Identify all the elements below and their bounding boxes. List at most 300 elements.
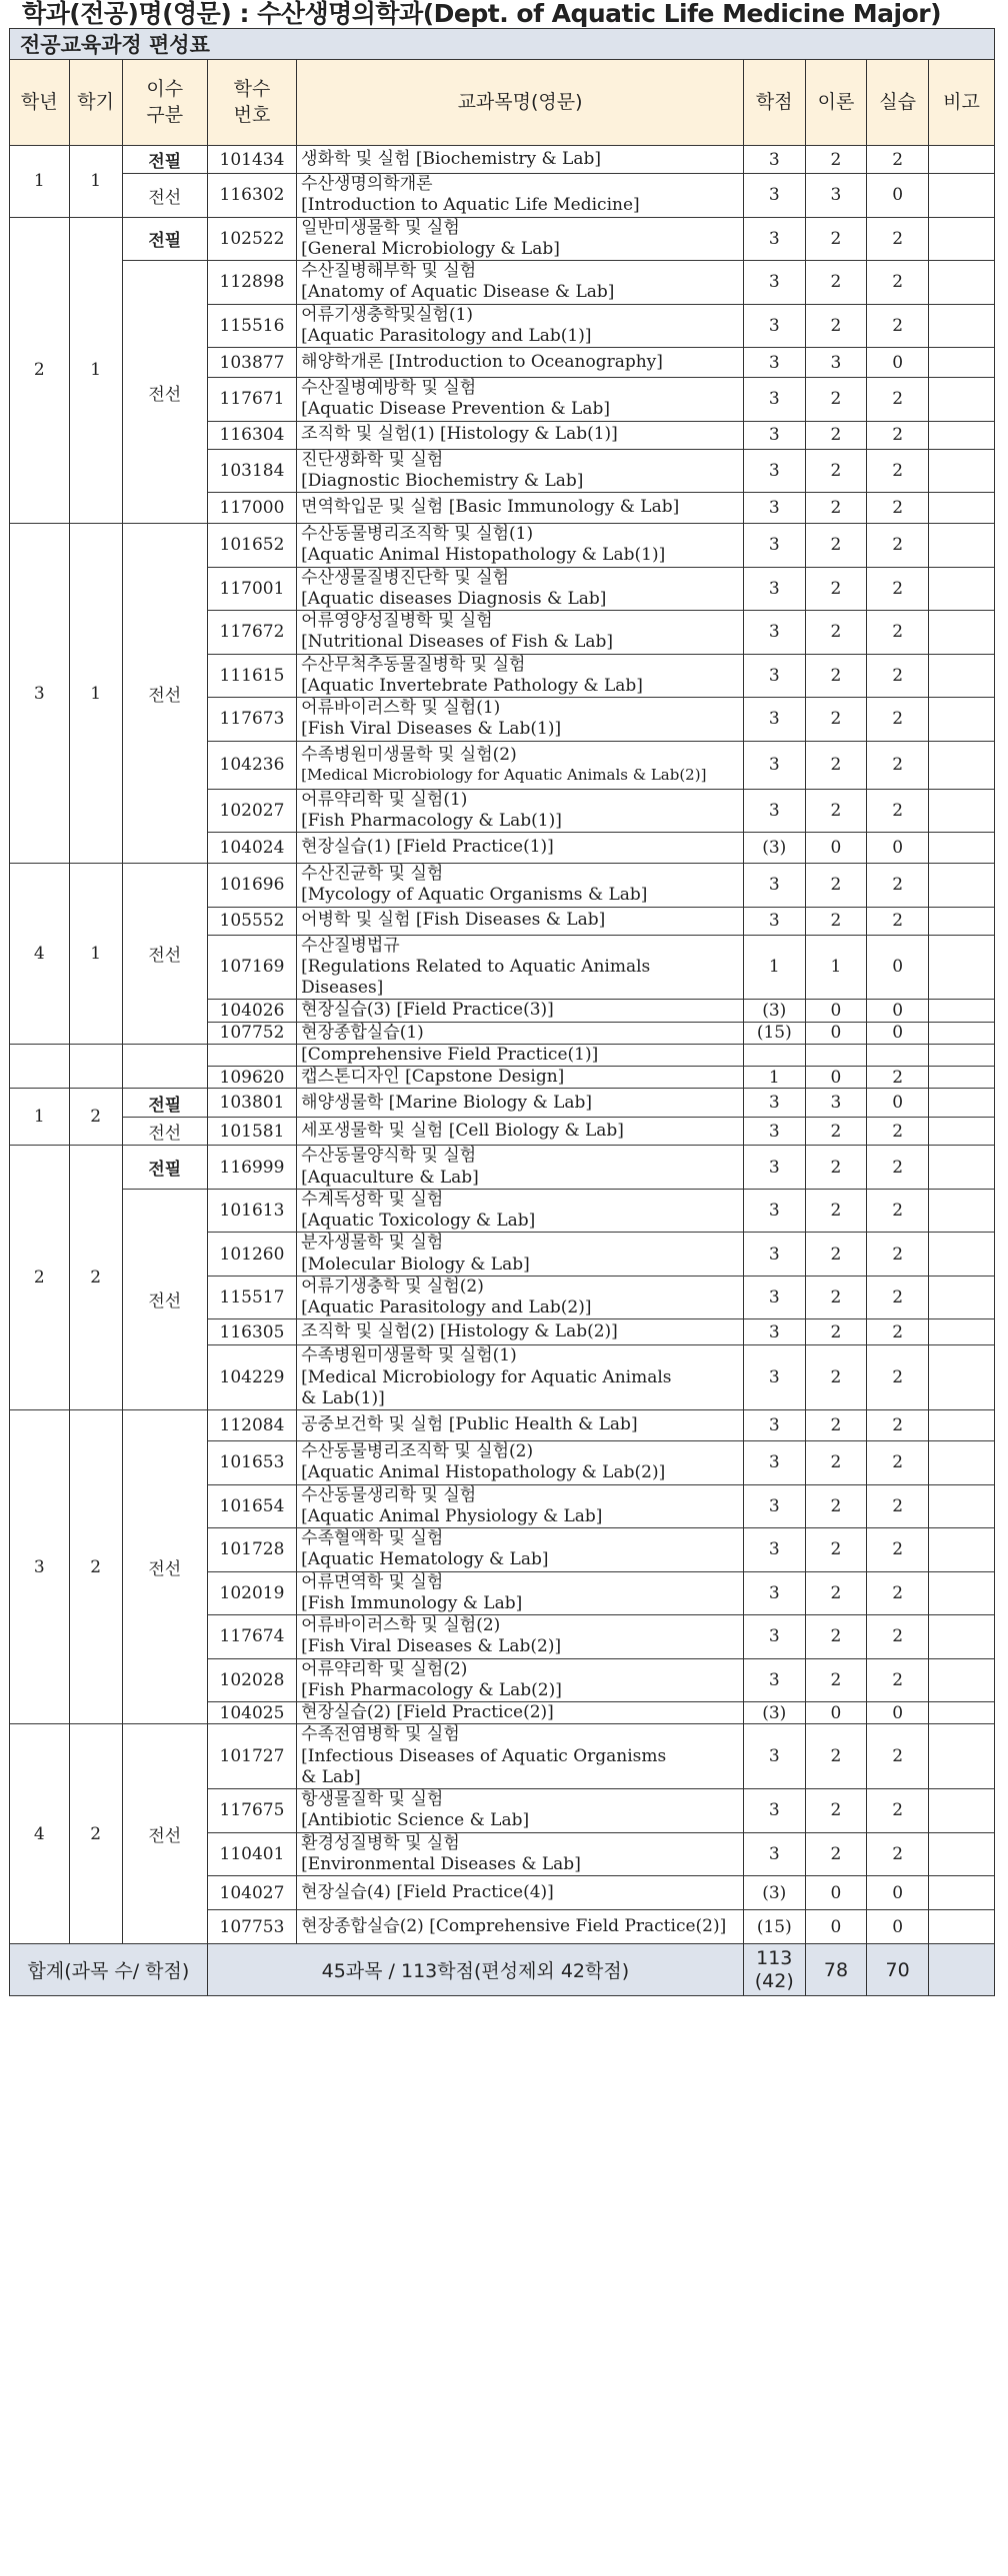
credit-cell: 3 — [743, 174, 805, 218]
theory-cell: 2 — [805, 789, 867, 833]
theory-cell: 2 — [805, 1118, 867, 1146]
course-name-line: & Lab(1)] — [301, 1387, 385, 1408]
course-type-cell: 전선 — [122, 524, 207, 864]
course-name-line: [Antibiotic Science & Lab] — [301, 1810, 530, 1831]
note-cell — [928, 1044, 994, 1066]
course-name-line: 수산무척추동물질병학 및 실험 — [301, 654, 526, 675]
practice-cell: 2 — [867, 146, 929, 174]
course-code-cell: 104236 — [207, 741, 296, 789]
year-cell: 4 — [10, 1724, 70, 1944]
course-name-line: [Fish Pharmacology & Lab(1)] — [301, 810, 562, 831]
credit-cell: 1 — [743, 1067, 805, 1089]
course-name-line: [Comprehensive Field Practice(1)] — [301, 1044, 599, 1065]
year-cell: 3 — [10, 524, 70, 864]
course-type-cell: 전선 — [122, 1724, 207, 1944]
credit-cell: 3 — [743, 1484, 805, 1528]
page-title: 학과(전공)명(영문) : 수산생명의학과(Dept. of Aquatic Life Medicine Major) — [22, 0, 942, 28]
credit-cell: 3 — [743, 348, 805, 378]
total-practice: 70 — [867, 1944, 929, 1996]
practice-cell: 2 — [867, 378, 929, 422]
theory-cell: 2 — [805, 261, 867, 305]
note-cell — [928, 1067, 994, 1089]
course-name-line: 어류바이러스학 및 실험(2) — [301, 1615, 501, 1635]
course-code-cell: 101696 — [207, 864, 296, 908]
course-code-cell: 101727 — [207, 1724, 296, 1789]
table-row — [10, 524, 995, 568]
course-code-cell: 101613 — [207, 1189, 296, 1233]
course-code-cell: 115516 — [207, 304, 296, 348]
course-name-cell — [297, 789, 744, 833]
course-type-cell: 전필 — [122, 1146, 207, 1190]
theory-cell: 0 — [805, 1022, 867, 1044]
course-name-line: [Infectious Diseases of Aquatic Organisms — [301, 1745, 667, 1766]
course-type-cell: 전필 — [122, 146, 207, 174]
course-name-cell — [297, 741, 744, 789]
note-cell — [928, 698, 994, 742]
total-summary: 45과목 / 113학점(편성제외 42학점) — [207, 1944, 743, 1996]
course-code-cell: 105552 — [207, 907, 296, 935]
note-cell — [928, 741, 994, 789]
credit-cell: 3 — [743, 217, 805, 261]
practice-cell: 2 — [867, 611, 929, 655]
course-name-cell — [297, 1615, 744, 1659]
credit-cell: 3 — [743, 146, 805, 174]
theory-cell: 2 — [805, 1658, 867, 1702]
course-code-cell: 104229 — [207, 1345, 296, 1410]
credit-cell: (15) — [743, 1022, 805, 1044]
course-name-line: 수족병원미생물학 및 실험(2) — [301, 745, 517, 765]
course-code-cell: 101581 — [207, 1118, 296, 1146]
course-type-cell: 전선 — [122, 864, 207, 1045]
practice-cell: 2 — [867, 698, 929, 742]
course-name-line: [Fish Pharmacology & Lab(2)] — [301, 1679, 562, 1700]
course-name-line: [Aquatic Toxicology & Lab] — [301, 1211, 536, 1231]
credit-cell: 3 — [743, 378, 805, 422]
practice-cell: 2 — [867, 1724, 929, 1789]
credit-cell: 3 — [743, 449, 805, 493]
credit-cell: 3 — [743, 1189, 805, 1233]
note-cell — [928, 1233, 994, 1277]
theory-cell: 2 — [805, 378, 867, 422]
course-name-line: 현장종합실습(2) [Comprehensive Field Practice(2)] — [301, 1915, 727, 1936]
course-name-line: [Fish Immunology & Lab] — [301, 1592, 523, 1613]
course-name-cell — [297, 1724, 744, 1789]
course-name-line: [Aquatic Parasitology and Lab(2)] — [301, 1297, 592, 1317]
course-name-cell — [297, 935, 744, 1000]
credit-cell: 3 — [743, 524, 805, 568]
course-name-line: 수산진균학 및 실험 — [301, 864, 444, 884]
course-name-line: [Fish Viral Diseases & Lab(2)] — [301, 1636, 562, 1657]
practice-cell: 2 — [867, 1571, 929, 1615]
course-name-line: 캡스톤디자인 [Capstone Design] — [301, 1067, 565, 1087]
credit-cell: 3 — [743, 1276, 805, 1319]
table-row — [10, 1146, 995, 1190]
course-name-cell — [297, 1410, 744, 1441]
practice-cell: 2 — [867, 1658, 929, 1702]
course-name-cell — [297, 348, 744, 378]
credit-cell: 3 — [743, 864, 805, 908]
note-cell — [928, 1441, 994, 1485]
course-name-line: [Anatomy of Aquatic Disease & Lab] — [301, 282, 615, 303]
course-name-line: 수족전염병학 및 실험 — [301, 1724, 460, 1745]
course-code-cell: 112898 — [207, 261, 296, 305]
note-cell — [928, 611, 994, 655]
table-row — [10, 261, 995, 305]
course-code-cell: 117674 — [207, 1615, 296, 1659]
note-cell — [928, 789, 994, 833]
practice-cell: 2 — [867, 524, 929, 568]
course-type-cell: 전선 — [122, 1118, 207, 1146]
note-cell — [928, 1615, 994, 1659]
course-name-line: 현장실습(1) [Field Practice(1)] — [301, 837, 554, 858]
credit-cell: 3 — [743, 567, 805, 611]
table-row — [10, 1118, 995, 1146]
note-cell — [928, 1724, 994, 1789]
year-cell: 1 — [10, 1089, 70, 1146]
theory-cell: 2 — [805, 421, 867, 449]
course-name-cell — [297, 1571, 744, 1615]
course-name-line: [Diagnostic Biochemistry & Lab] — [301, 470, 584, 491]
course-name-line: [Fish Viral Diseases & Lab(1)] — [301, 719, 562, 740]
practice-cell: 2 — [867, 907, 929, 935]
total-theory: 78 — [805, 1944, 867, 1996]
column-header: 학년 — [10, 60, 70, 146]
course-name-cell — [297, 611, 744, 655]
course-name-cell — [297, 493, 744, 524]
course-name-cell — [297, 1276, 744, 1319]
course-code-cell: 110401 — [207, 1832, 296, 1876]
note-cell — [928, 1484, 994, 1528]
course-name-line: 수산생물질병진단학 및 실험 — [301, 567, 510, 588]
course-name-line: 진단생화학 및 실험 — [301, 449, 444, 470]
semester-cell: 2 — [69, 1410, 122, 1724]
practice-cell: 2 — [867, 1441, 929, 1485]
credit-cell: (3) — [743, 1876, 805, 1910]
course-name-line: 수족병원미생물학 및 실험(1) — [301, 1345, 517, 1366]
theory-cell: 2 — [805, 1441, 867, 1485]
course-name-cell — [297, 1319, 744, 1345]
note-cell — [928, 1189, 994, 1233]
course-name-cell — [297, 907, 744, 935]
column-header: 학수 번호 — [207, 60, 296, 146]
column-header: 이론 — [805, 60, 867, 146]
course-name-line: [Nutritional Diseases of Fish & Lab] — [301, 632, 614, 653]
theory-cell: 2 — [805, 449, 867, 493]
course-code-cell: 107752 — [207, 1022, 296, 1044]
course-type-cell: 전선 — [122, 1410, 207, 1724]
course-name-line: [Aquaculture & Lab] — [301, 1167, 479, 1188]
credit-cell: 3 — [743, 1832, 805, 1876]
course-name-line: [Aquatic Animal Histopathology & Lab(2)] — [301, 1462, 666, 1483]
credit-cell: (15) — [743, 1910, 805, 1944]
note-cell — [928, 935, 994, 1000]
course-name-line: 일반미생물학 및 실험 — [301, 217, 460, 238]
course-code-cell: 101653 — [207, 1441, 296, 1485]
course-code-cell: 101260 — [207, 1233, 296, 1277]
course-name-line: 현장실습(4) [Field Practice(4)] — [301, 1881, 554, 1902]
year-cell: 3 — [10, 1410, 70, 1724]
course-code-cell — [207, 1044, 296, 1066]
theory-cell: 2 — [805, 1319, 867, 1345]
course-code-cell: 103184 — [207, 449, 296, 493]
course-code-cell: 116304 — [207, 421, 296, 449]
note-cell — [928, 378, 994, 422]
course-code-cell: 116305 — [207, 1319, 296, 1345]
note-cell — [928, 1571, 994, 1615]
theory-cell: 2 — [805, 654, 867, 698]
practice-cell: 2 — [867, 1345, 929, 1410]
theory-cell: 0 — [805, 1910, 867, 1944]
course-code-cell: 117673 — [207, 698, 296, 742]
theory-cell: 2 — [805, 1345, 867, 1410]
semester-cell: 1 — [69, 217, 122, 524]
course-code-cell: 117672 — [207, 611, 296, 655]
credit-cell: 3 — [743, 421, 805, 449]
year-cell: 1 — [10, 146, 70, 218]
theory-cell: 0 — [805, 833, 867, 864]
course-name-cell — [297, 378, 744, 422]
theory-cell: 2 — [805, 217, 867, 261]
practice-cell: 2 — [867, 567, 929, 611]
year-cell: 2 — [10, 1146, 70, 1410]
course-name-line: [Aquatic Hematology & Lab] — [301, 1549, 549, 1570]
table-row — [10, 1044, 995, 1066]
credit-cell: 3 — [743, 1089, 805, 1118]
table-row — [10, 1724, 995, 1789]
course-code-cell: 104025 — [207, 1702, 296, 1724]
note-cell — [928, 907, 994, 935]
theory-cell: 0 — [805, 1876, 867, 1910]
course-code-cell: 107753 — [207, 1910, 296, 1944]
note-cell — [928, 1789, 994, 1833]
note-cell — [928, 567, 994, 611]
course-name-cell — [297, 1022, 744, 1044]
course-code-cell: 101652 — [207, 524, 296, 568]
table-row — [10, 174, 995, 218]
practice-cell: 2 — [867, 421, 929, 449]
practice-cell: 2 — [867, 741, 929, 789]
theory-cell: 2 — [805, 741, 867, 789]
note-cell — [928, 1089, 994, 1118]
course-name-line: [Mycology of Aquatic Organisms & Lab] — [301, 885, 648, 906]
course-code-cell: 117001 — [207, 567, 296, 611]
practice-cell: 2 — [867, 1484, 929, 1528]
course-name-line: 현장실습(2) [Field Practice(2)] — [301, 1702, 554, 1722]
theory-cell: 2 — [805, 1832, 867, 1876]
practice-cell: 0 — [867, 1702, 929, 1724]
theory-cell: 2 — [805, 1528, 867, 1572]
practice-cell: 0 — [867, 174, 929, 218]
course-code-cell: 102522 — [207, 217, 296, 261]
credit-cell: 3 — [743, 1615, 805, 1659]
theory-cell: 2 — [805, 304, 867, 348]
practice-cell: 2 — [867, 261, 929, 305]
credit-cell: 3 — [743, 654, 805, 698]
course-name-line: 수산동물병리조직학 및 실험(2) — [301, 1441, 534, 1461]
theory-cell: 3 — [805, 1089, 867, 1118]
course-code-cell: 102027 — [207, 789, 296, 833]
total-label: 합계(과목 수/ 학점) — [10, 1944, 208, 1996]
theory-cell: 3 — [805, 348, 867, 378]
course-name-line: [Aquatic Animal Histopathology & Lab(1)] — [301, 545, 666, 566]
course-name-cell — [297, 1189, 744, 1233]
course-name-cell — [297, 261, 744, 305]
course-name-line: 생화학 및 실험 [Biochemistry & Lab] — [301, 148, 601, 169]
course-code-cell: 117671 — [207, 378, 296, 422]
practice-cell: 2 — [867, 1789, 929, 1833]
course-name-line: [Aquatic Invertebrate Pathology & Lab] — [301, 675, 643, 696]
course-name-line: 수산동물생리학 및 실험 — [301, 1484, 477, 1505]
semester-cell: 1 — [69, 524, 122, 864]
course-name-line: 환경성질병학 및 실험 — [301, 1832, 460, 1853]
note-cell — [928, 174, 994, 218]
practice-cell: 2 — [867, 1615, 929, 1659]
total-credit-value: 113 — [756, 1946, 793, 1969]
course-name-cell — [297, 304, 744, 348]
theory-cell: 0 — [805, 1702, 867, 1724]
credit-cell: 3 — [743, 1345, 805, 1410]
total-row — [10, 1944, 995, 1996]
course-name-cell — [297, 833, 744, 864]
curriculum-table — [9, 28, 995, 1996]
credit-cell: (3) — [743, 1702, 805, 1724]
practice-cell: 2 — [867, 449, 929, 493]
course-name-line: 수산질병예방학 및 실험 — [301, 378, 477, 398]
theory-cell: 2 — [805, 1189, 867, 1233]
year-cell: 4 — [10, 864, 70, 1045]
course-name-line: [Aquatic Disease Prevention & Lab] — [301, 399, 610, 420]
note-cell — [928, 348, 994, 378]
course-code-cell: 112084 — [207, 1410, 296, 1441]
column-header: 교과목명(영문) — [297, 60, 744, 146]
course-name-line: 수산질병법규 — [301, 935, 400, 956]
credit-cell: 3 — [743, 789, 805, 833]
course-name-line: [Aquatic Parasitology and Lab(1)] — [301, 325, 592, 346]
practice-cell: 2 — [867, 217, 929, 261]
note-cell — [928, 449, 994, 493]
course-name-line: [Aquatic diseases Diagnosis & Lab] — [301, 588, 607, 609]
note-cell — [928, 654, 994, 698]
course-name-line: 어류약리학 및 실험(1) — [301, 789, 468, 810]
practice-cell: 2 — [867, 1118, 929, 1146]
credit-cell: 3 — [743, 1319, 805, 1345]
practice-cell: 0 — [867, 1876, 929, 1910]
theory-cell: 2 — [805, 1571, 867, 1615]
table-subtitle: 전공교육과정 편성표 — [10, 29, 995, 60]
theory-cell: 2 — [805, 864, 867, 908]
credit-cell: 3 — [743, 1571, 805, 1615]
note-cell — [928, 864, 994, 908]
practice-cell: 2 — [867, 493, 929, 524]
course-name-line: [Molecular Biology & Lab] — [301, 1254, 530, 1275]
table-row — [10, 1189, 995, 1233]
note-cell — [928, 524, 994, 568]
practice-cell: 0 — [867, 935, 929, 1000]
course-type-cell: 전필 — [122, 1089, 207, 1118]
note-cell — [928, 833, 994, 864]
practice-cell: 2 — [867, 1276, 929, 1319]
course-name-line: 항생물질학 및 실험 — [301, 1789, 444, 1809]
practice-cell: 2 — [867, 304, 929, 348]
course-name-line: [Introduction to Aquatic Life Medicine] — [301, 195, 640, 216]
practice-cell: 2 — [867, 654, 929, 698]
theory-cell: 2 — [805, 1146, 867, 1190]
theory-cell: 2 — [805, 1615, 867, 1659]
theory-cell: 2 — [805, 524, 867, 568]
theory-cell: 2 — [805, 907, 867, 935]
note-cell — [928, 1410, 994, 1441]
theory-cell: 0 — [805, 1000, 867, 1022]
course-type-cell: 전선 — [122, 1189, 207, 1409]
course-type-cell — [122, 1044, 207, 1089]
practice-cell: 2 — [867, 1146, 929, 1190]
course-name-line: [Aquatic Animal Physiology & Lab] — [301, 1505, 603, 1526]
note-cell — [928, 1022, 994, 1044]
theory-cell: 2 — [805, 1233, 867, 1277]
column-header: 이수 구분 — [122, 60, 207, 146]
course-name-cell — [297, 1702, 744, 1724]
course-name-line: 수산동물양식학 및 실험 — [301, 1146, 477, 1167]
semester-cell: 2 — [69, 1146, 122, 1410]
course-name-line: 조직학 및 실험(1) [Histology & Lab(1)] — [301, 424, 618, 445]
course-name-cell — [297, 567, 744, 611]
course-name-line: Diseases] — [301, 978, 384, 998]
course-code-cell: 104027 — [207, 1876, 296, 1910]
credit-cell: 3 — [743, 907, 805, 935]
credit-cell: 3 — [743, 1410, 805, 1441]
subtitle-row — [10, 29, 995, 60]
course-code-cell: 101728 — [207, 1528, 296, 1572]
column-header: 비고 — [928, 60, 994, 146]
semester-cell: 1 — [69, 146, 122, 218]
theory-cell: 2 — [805, 1789, 867, 1833]
course-name-line: 해양학개론 [Introduction to Oceanography] — [301, 351, 663, 372]
course-code-cell: 104026 — [207, 1000, 296, 1022]
course-name-cell — [297, 1345, 744, 1410]
course-name-line: 현장실습(3) [Field Practice(3)] — [301, 1000, 554, 1021]
theory-cell: 2 — [805, 1410, 867, 1441]
course-name-line: [Regulations Related to Aquatic Animals — [301, 956, 651, 977]
course-name-line: 세포생물학 및 실험 [Cell Biology & Lab] — [301, 1121, 624, 1142]
credit-cell: 3 — [743, 1658, 805, 1702]
course-code-cell: 101434 — [207, 146, 296, 174]
course-name-line: 면역학입문 및 실험 [Basic Immunology & Lab] — [301, 497, 680, 518]
table-row — [10, 146, 995, 174]
course-name-cell — [297, 1484, 744, 1528]
theory-cell: 2 — [805, 146, 867, 174]
theory-cell: 2 — [805, 493, 867, 524]
practice-cell: 2 — [867, 1410, 929, 1441]
semester-cell: 2 — [69, 1724, 122, 1944]
course-name-line: & Lab] — [301, 1766, 361, 1787]
note-cell — [928, 1832, 994, 1876]
table-row — [10, 864, 995, 908]
course-name-cell — [297, 1658, 744, 1702]
practice-cell: 2 — [867, 864, 929, 908]
theory-cell: 2 — [805, 1484, 867, 1528]
credit-cell: 3 — [743, 1789, 805, 1833]
column-header: 실습 — [867, 60, 929, 146]
course-name-cell — [297, 1146, 744, 1190]
course-name-line: 어류바이러스학 및 실험(1) — [301, 698, 501, 718]
course-name-cell — [297, 864, 744, 908]
course-name-line: 어류기생충학 및 실험(2) — [301, 1276, 484, 1296]
course-type-cell: 전필 — [122, 217, 207, 261]
note-cell — [928, 1146, 994, 1190]
course-type-cell: 전선 — [122, 261, 207, 524]
note-cell — [928, 1345, 994, 1410]
course-code-cell: 111615 — [207, 654, 296, 698]
